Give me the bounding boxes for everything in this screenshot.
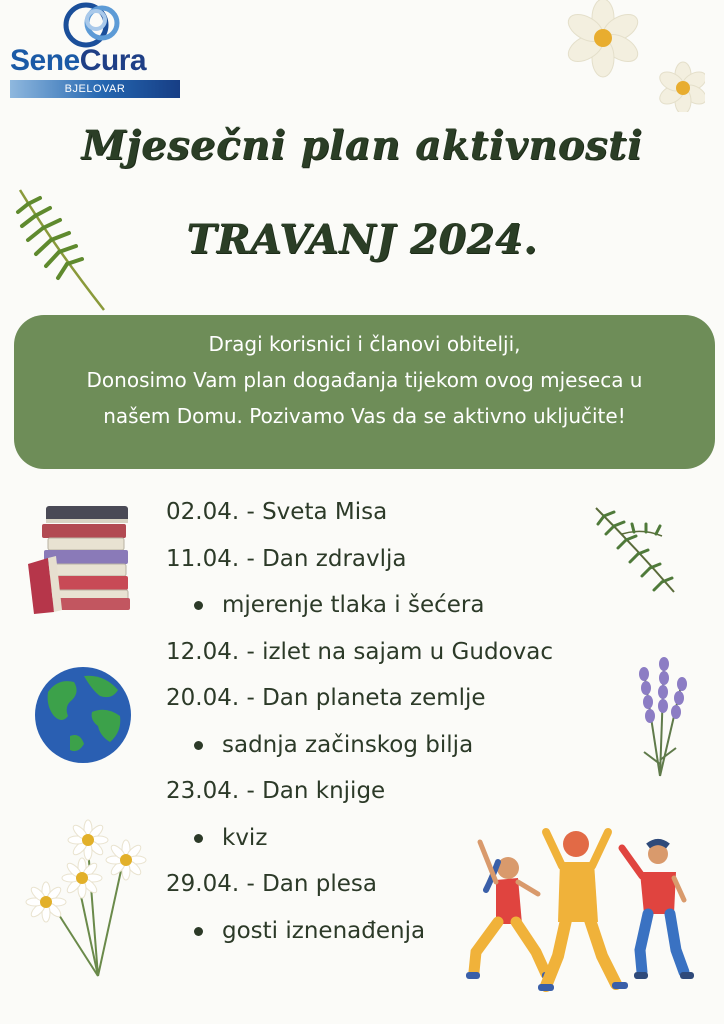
rosemary-icon (592, 504, 680, 596)
event-0: 02.04. - Sveta Misa (166, 499, 388, 525)
event-1: 11.04. - Dan zdravlja (166, 545, 407, 572)
page-title: Mjesečni plan aktivnosti (81, 122, 643, 169)
senecura-logo (10, 0, 182, 102)
greeting-line-3: našem Domu. Pozivamo Vas da se aktivno uključite! (103, 404, 626, 428)
chamomile-icon (22, 812, 152, 980)
event-3-detail: sadnja začinskog bilja (166, 725, 616, 772)
books-icon (26, 502, 132, 614)
event-5-detail: gosti iznenađenja (166, 911, 616, 958)
greeting-box (14, 315, 715, 469)
bullet-icon (194, 834, 203, 843)
event-2: 12.04. - izlet na sajam u Gudovac (166, 638, 553, 665)
event-3: 20.04. - Dan planeta zemlje (166, 685, 486, 711)
greeting-line-2: Donosimo Vam plan događanja tijekom ovog mjeseca u (86, 368, 643, 392)
earth-icon (34, 666, 132, 764)
event-4: 23.04. - Dan knjige (166, 778, 386, 804)
bullet-icon (194, 927, 203, 936)
lavender-icon (624, 652, 696, 780)
event-5: 29.04. - Dan plesa (166, 871, 377, 897)
fern-icon (14, 186, 110, 316)
event-4-detail: kviz (166, 818, 616, 865)
bullet-icon (194, 601, 203, 610)
logo-brand: SeneCura (10, 44, 147, 77)
dancers-icon (462, 822, 698, 998)
bullet-icon (194, 741, 203, 750)
page-subtitle: TRAVANJ 2024. (186, 216, 538, 263)
daisy-icon (555, 0, 705, 112)
greeting-line-1: Dragi korisnici i članovi obitelji, (208, 332, 521, 356)
event-1-detail: mjerenje tlaka i šećera (166, 585, 616, 632)
logo-rings-icon (56, 0, 132, 50)
logo-location: BJELOVAR (10, 80, 180, 98)
